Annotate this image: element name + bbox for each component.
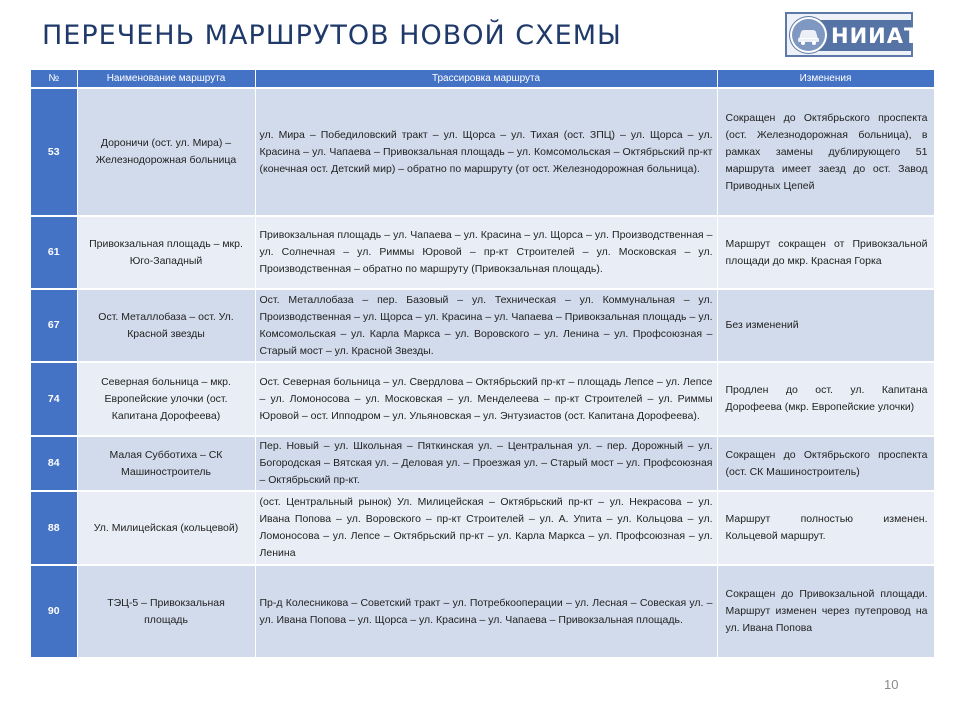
- route-tracing-text: Пр-д Колесникова – Советский тракт – ул. Потребкооперации – ул. Лесная – Совеская ул. – ул. Ивана Попова – ул. Щорса – ул. Красина – ул. Чапаева – Привокзальная площадь.: [259, 596, 713, 626]
- route-changes: [717, 565, 934, 657]
- route-tracing: [255, 88, 717, 216]
- niiat-logo: [785, 12, 920, 57]
- route-changes-text: Сокращен до Октябрьского проспекта (ост. Железнодорожная больница), в рамках замены дублирующего 51 маршрута имеет заезд до ост. Завод Приводных Цепей: [725, 111, 928, 192]
- route-changes: [717, 216, 934, 289]
- page-number: 10: [884, 677, 899, 692]
- table-row: [31, 491, 934, 565]
- table-row: [31, 88, 934, 216]
- route-tracing: [255, 491, 717, 565]
- route-changes-text: Маршрут сокращен от Привокзальной площади до мкр. Красная Горка: [725, 237, 928, 267]
- route-number: 67: [31, 289, 77, 362]
- route-tracing: [255, 289, 717, 362]
- page-title: ПЕРЕЧЕНЬ МАРШРУТОВ НОВОЙ СХЕМЫ: [42, 20, 622, 51]
- route-changes-text: Продлен до ост. ул. Капитана Дорофеева (мкр. Европейские улочки): [725, 384, 928, 413]
- column-header-changes: Изменения: [717, 70, 934, 88]
- table-row: [31, 289, 934, 362]
- route-changes: [717, 491, 934, 565]
- route-changes: [717, 88, 934, 216]
- route-changes-text: Сокращен до Привокзальной площади. Маршрут изменен через путепровод на ул. Ивана Попова: [725, 588, 928, 634]
- table-row: [31, 362, 934, 436]
- route-changes: [717, 436, 934, 491]
- route-number: 84: [31, 436, 77, 491]
- route-tracing-text: Привокзальная площадь – ул. Чапаева – ул. Красина – ул. Щорса – ул. Производственная – ул. Солнечная – ул. Риммы Юровой – пр-кт Строителей – ул. Московская – ул. Производственная – обратно по маршруту (Привокзальная площадь).: [259, 229, 713, 275]
- route-number: 90: [31, 565, 77, 657]
- routes-table: [31, 70, 935, 657]
- route-tracing: [255, 362, 717, 436]
- route-changes-text: Сокращен до Октябрьского проспекта (ост. СК Машиностроитель): [725, 448, 928, 478]
- route-number: 74: [31, 362, 77, 436]
- route-name: Ул. Милицейская (кольцевой): [77, 491, 255, 565]
- table-header-row: [31, 70, 934, 88]
- table-row: [31, 216, 934, 289]
- route-name: Привокзальная площадь – мкр. Юго-Западный: [77, 216, 255, 289]
- route-tracing-text: Пер. Новый – ул. Школьная – Пяткинская ул. – Центральная ул. – пер. Дорожный – ул. Богородская – Вятская ул. – Деловая ул. – Проезжая ул. – Старый мост – ул. Профсоюзная – Октябрьский пр-кт.: [259, 440, 713, 486]
- route-changes: [717, 362, 934, 436]
- table-row: [31, 436, 934, 491]
- route-tracing: [255, 565, 717, 657]
- route-tracing: [255, 216, 717, 289]
- car-icon: [792, 19, 825, 51]
- route-tracing-text: Ост. Металлобаза – пер. Базовый – ул. Техническая – ул. Коммунальная – ул. Производственная – ул. Щорса – ул. Красина – ул. Чапаева – Привокзальная площадь – ул. Комсомольская – ул. Карла Маркса – ул. Воровского – ул. Ленина – ул. Профсоюзная – Старый мост – ул. Красной Звезды.: [259, 293, 713, 357]
- route-number: 53: [31, 88, 77, 216]
- column-header-number: №: [31, 70, 77, 88]
- column-header-route-tracing: Трассировка маршрута: [255, 70, 717, 88]
- logo-emblem-icon: [790, 17, 827, 53]
- route-name: Дороничи (ост. ул. Мира) – Железнодорожная больница: [77, 88, 255, 216]
- route-tracing-text: (ост. Центральный рынок) Ул. Милицейская – Октябрьский пр-кт – ул. Некрасова – ул. Ивана Попова – ул. Воровского – пр-кт Строителей – ул. А. Упита – ул. Кольцова – ул. Ломоносова – ул. Лепсе – Октябрьский пр-кт – ул. Карла Маркса – ул. Профсоюзная – ул. Ленина: [259, 496, 713, 559]
- route-name: ТЭЦ-5 – Привокзальная площадь: [77, 565, 255, 657]
- route-name: Северная больница – мкр. Европейские улочки (ост. Капитана Дорофеева): [77, 362, 255, 436]
- route-changes: [717, 289, 934, 362]
- table-row: [31, 565, 934, 657]
- route-tracing-text: Ост. Северная больница – ул. Свердлова – Октябрьский пр-кт – площадь Лепсе – ул. Лепсе – ул. Ломоносова – ул. Московская – ул. Менделеева – пр-кт Строителей – ул. Риммы Юровой – ост. Ипподром – ул. Ульяновская – ул. Энтузиастов (ост. Капитана Дорофеева).: [259, 375, 713, 422]
- route-name: Ост. Металлобаза – ост. Ул. Красной звезды: [77, 289, 255, 362]
- route-name: Малая Субботиха – СК Машиностроитель: [77, 436, 255, 491]
- route-changes-text: Маршрут полностью изменен. Кольцевой маршрут.: [725, 513, 928, 542]
- route-tracing: [255, 436, 717, 491]
- column-header-route-name: Наименование маршрута: [77, 70, 255, 88]
- route-number: 88: [31, 491, 77, 565]
- route-tracing-text: ул. Мира – Победиловский тракт – ул. Щорса – ул. Тихая (ост. ЗПЦ) – ул. Щорса – ул. Красина – ул. Чапаева – Привокзальная площадь – ул. Комсомольская – Октябрьский пр-кт (конечная ост. Детский мир) – обратно по маршруту (от ост. Железнодорожная больница).: [259, 128, 713, 175]
- route-number: 61: [31, 216, 77, 289]
- route-changes-text: Без изменений: [725, 319, 799, 331]
- logo-text: НИИАТ: [831, 24, 920, 48]
